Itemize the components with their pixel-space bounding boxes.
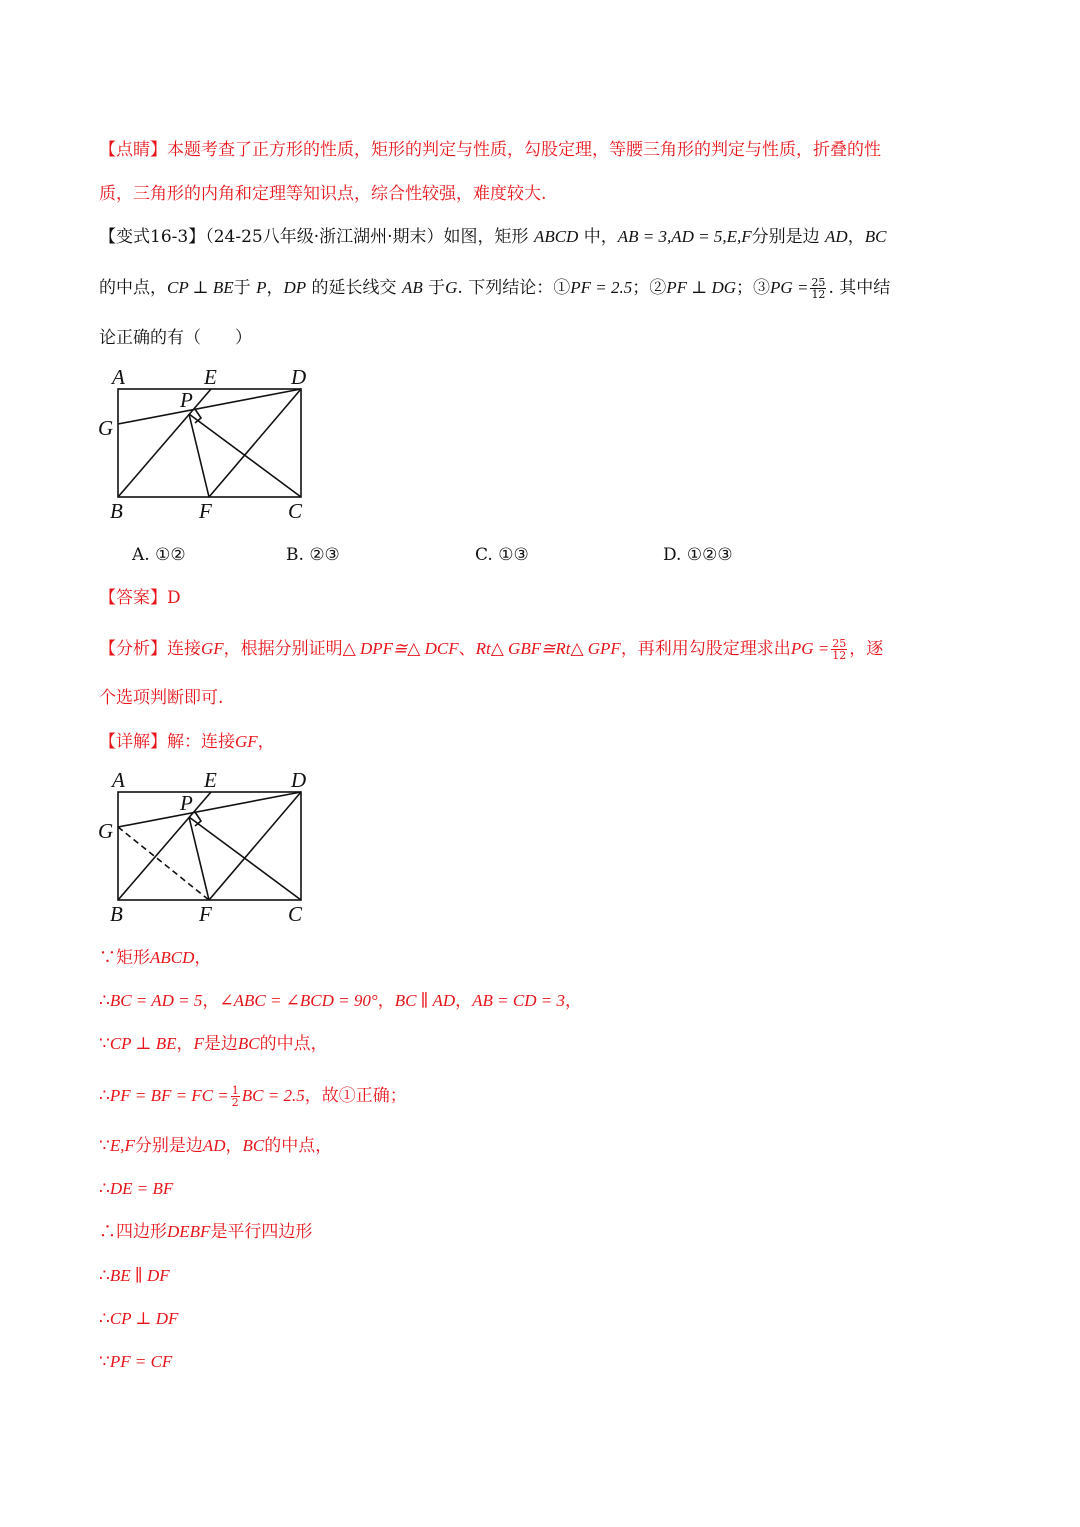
label-p: P <box>180 791 193 815</box>
step-text: ∴ <box>99 1179 110 1199</box>
frac-num: 1 <box>231 1084 239 1097</box>
math-pg: PG = <box>770 278 809 297</box>
label-g: G <box>98 819 114 843</box>
line-eb <box>118 792 211 900</box>
frac-num: 25 <box>832 637 847 650</box>
math-pf-perp-dg: PF ⊥ DG <box>666 278 737 297</box>
label-g: G <box>98 416 114 440</box>
problem-text: ， <box>847 227 865 247</box>
problem-text: 论正确的有（ ） <box>99 328 252 348</box>
step-text: 的中点， <box>264 1136 333 1156</box>
fraction-1-2 <box>231 1085 240 1108</box>
label-a: A <box>112 365 125 389</box>
step-math: BC ∥ AD <box>394 991 456 1010</box>
math-condition: AB = 3,AD = 5,E,F <box>617 227 752 246</box>
step-text: ， <box>377 991 395 1011</box>
step-math: PF = CF <box>109 1352 173 1371</box>
step-math: ∠ABC = ∠BCD = 90° <box>219 991 378 1010</box>
label-c: C <box>288 499 303 523</box>
step-text: ， <box>564 991 582 1011</box>
step-math: BC <box>237 1034 260 1053</box>
dashed-line-gf <box>118 827 209 900</box>
answer-value: D <box>167 588 181 608</box>
math-ab: AB <box>401 278 423 297</box>
dianjing-tag: 【点睛】 <box>99 140 167 160</box>
step-6 <box>99 1177 173 1201</box>
math-g: G <box>445 278 458 297</box>
label-d: D <box>291 768 307 792</box>
frac-den: 12 <box>832 649 847 662</box>
problem-text: ；② <box>632 278 667 298</box>
problem-text: 的中点， <box>99 278 167 298</box>
step-text: ， <box>176 1034 194 1054</box>
problem-text: 于 <box>428 278 446 298</box>
step-math: AB = CD = 3 <box>472 991 565 1010</box>
right-angle-mark <box>195 812 201 826</box>
option-value: ①②③ <box>686 545 733 565</box>
math-ad: AD <box>825 227 848 246</box>
step-text: ∴四边形 <box>99 1222 167 1242</box>
step-text: 的中点， <box>259 1034 328 1054</box>
option-value: ①② <box>155 545 186 565</box>
step-text: ∴ <box>99 1266 110 1286</box>
step-math: BC = 2.5 <box>241 1086 305 1105</box>
option-letter: C. <box>475 545 493 565</box>
step-10 <box>99 1350 172 1374</box>
option-letter: A. <box>132 545 150 565</box>
step-text: ∵矩形 <box>99 948 150 968</box>
step-text: ∵ <box>99 1352 110 1372</box>
label-d: D <box>291 365 307 389</box>
detail-tag: 【详解】 <box>99 732 167 752</box>
label-e: E <box>204 365 217 389</box>
problem-text: . 下列结论：① <box>457 278 571 298</box>
rectangle-abcd <box>118 792 301 900</box>
detail-text: 解：连接 <box>167 732 235 752</box>
problem-text: 中， <box>583 227 618 247</box>
step-1 <box>99 946 211 970</box>
math-congruent-2: Rt△ GBF≅Rt△ GPF <box>475 639 621 658</box>
step-text: 是平行四边形 <box>210 1222 313 1242</box>
detail-text: ， <box>257 732 275 752</box>
step-math: BE ∥ DF <box>109 1266 170 1285</box>
step-text: ∴ <box>99 1309 110 1329</box>
dianjing-text: 本题考查了正方形的性质，矩形的判定与性质，勾股定理，等腰三角形的判定与性质，折叠的性 <box>167 140 881 160</box>
step-math: CP ⊥ BE <box>109 1034 177 1053</box>
problem-source: （24-25八年级·浙江湖州·期末） <box>205 227 444 247</box>
step-text: ， <box>225 1136 243 1156</box>
step-math: E,F <box>109 1136 135 1155</box>
frac-den: 2 <box>231 1096 239 1109</box>
math-dp: DP <box>283 278 307 297</box>
step-text: 分别是边 <box>134 1136 203 1156</box>
step-math: DEBF <box>167 1222 211 1241</box>
math-bc: BC <box>864 227 887 246</box>
step-2 <box>99 989 582 1013</box>
option-letter: B. <box>286 545 304 565</box>
step-text: ， <box>202 991 220 1011</box>
label-e: E <box>204 768 217 792</box>
line-fd <box>209 792 301 900</box>
step-text: ∴ <box>99 1086 110 1106</box>
option-value: ①③ <box>498 545 529 565</box>
math-p: P <box>256 278 267 297</box>
math-abcd: ABCD <box>533 227 579 246</box>
step-math: F <box>193 1034 204 1053</box>
step-text: ，故①正确； <box>304 1086 407 1106</box>
analysis-text: ，根据分别证明 <box>223 639 343 659</box>
step-math: BC <box>242 1136 265 1155</box>
problem-tag: 【变式16-3】 <box>99 227 206 247</box>
dianjing-text-2: 质，三角形的内角和定理等知识点，综合性较强，难度较大. <box>99 184 547 204</box>
label-c: C <box>288 902 303 926</box>
label-p: P <box>180 388 193 412</box>
label-b: B <box>110 499 123 523</box>
math-cp-perp-be: CP ⊥ BE <box>167 278 234 297</box>
math-gf: GF <box>235 732 258 751</box>
step-text: ∵ <box>99 1136 110 1156</box>
problem-text: 的延长线交 <box>311 278 397 298</box>
step-text: ∴ <box>99 991 110 1011</box>
problem-text: 分别是边 <box>751 227 820 247</box>
step-4 <box>99 1084 407 1108</box>
step-3 <box>99 1032 328 1056</box>
math-congruent-1: △ DPF≅△ DCF <box>342 639 459 658</box>
step-math: DE = BF <box>109 1179 174 1198</box>
step-math: PF = BF = FC = <box>109 1086 229 1105</box>
option-letter: D. <box>663 545 682 565</box>
problem-text: ；③ <box>736 278 771 298</box>
math-pg: PG = <box>790 639 830 658</box>
label-b: B <box>110 902 123 926</box>
problem-text: 于 <box>233 278 251 298</box>
analysis-text: 连接 <box>167 639 201 659</box>
line-gd <box>118 792 301 827</box>
math-gf: GF <box>201 639 224 658</box>
math-pf-value: PF = 2.5 <box>570 278 633 297</box>
step-math: ABCD <box>150 948 195 967</box>
answer-tag: 【答案】 <box>99 588 167 608</box>
step-8 <box>99 1264 170 1288</box>
analysis-text: 个选项判断即可. <box>99 688 224 708</box>
step-text: ∵ <box>99 1034 110 1054</box>
label-f: F <box>199 902 212 926</box>
step-text: ， <box>194 948 212 968</box>
option-value: ②③ <box>309 545 340 565</box>
step-text: 是边 <box>203 1034 238 1054</box>
analysis-text: ，逐 <box>849 639 884 659</box>
analysis-text: 、 <box>458 639 476 659</box>
step-5 <box>99 1134 332 1158</box>
step-math: CP ⊥ DF <box>109 1309 179 1328</box>
analysis-tag: 【分析】 <box>99 639 167 659</box>
frac-den: 12 <box>811 288 826 301</box>
problem-text: ， <box>266 278 284 298</box>
frac-num: 25 <box>811 276 826 289</box>
step-7 <box>99 1220 312 1244</box>
step-9 <box>99 1307 178 1331</box>
problem-text: 如图，矩形 <box>443 227 529 247</box>
step-math: BC = AD = 5 <box>109 991 203 1010</box>
label-f: F <box>199 499 212 523</box>
analysis-text: ，再利用勾股定理求出 <box>620 639 791 659</box>
step-math: AD <box>202 1136 226 1155</box>
problem-text: . 其中结 <box>828 278 891 298</box>
label-a: A <box>112 768 125 792</box>
step-text: ， <box>455 991 473 1011</box>
